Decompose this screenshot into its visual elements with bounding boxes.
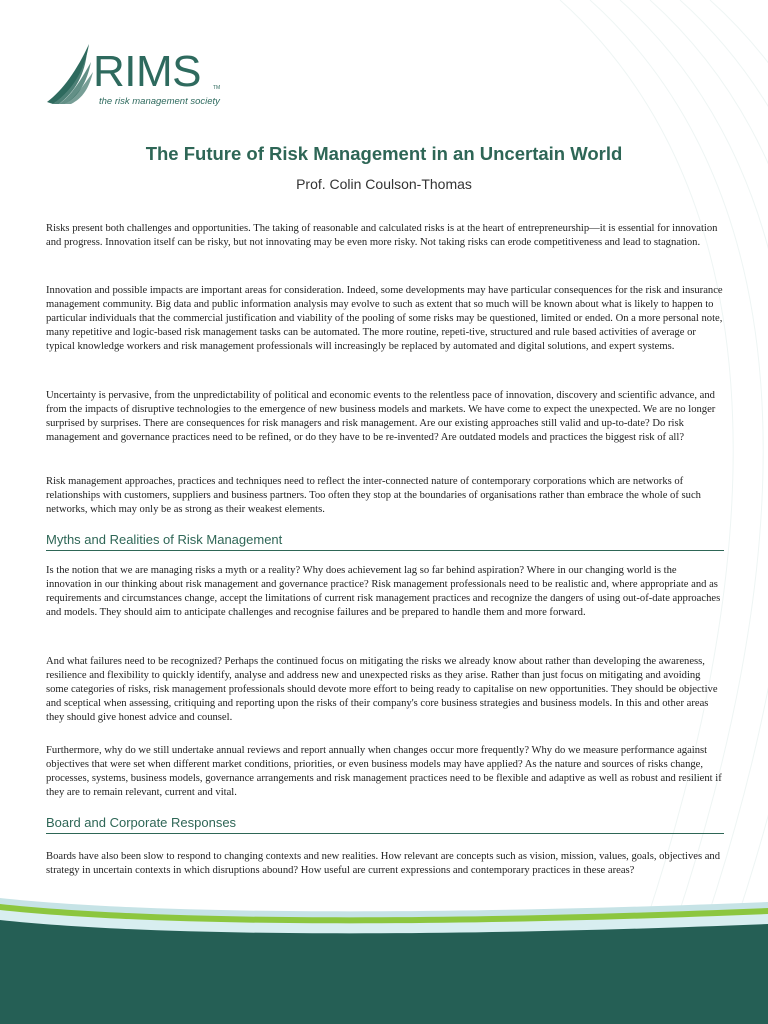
logo-tagline: the risk management society [99, 96, 220, 107]
section-heading-board: Board and Corporate Responses [46, 815, 724, 834]
page-title: The Future of Risk Management in an Uncertain World [145, 143, 623, 164]
board-paragraph-1: Boards have also been slow to respond to changing contexts and new realities. How relevant are concepts such as vision, mission, values, goals, objectives and strategy in uncertain contexts in which disruptions abound? How useful are current expressions and contemporary practices in these areas? [46, 851, 721, 877]
logo-trademark: TM [213, 85, 221, 91]
intro-paragraph-3: Uncertainty is pervasive, from the unpredictability of political and economic events to the relentless pace of innovation, discovery and scientific advance, and from the impacts of disruptive technologies to the emergence of new business models and markets. We have come to expect the unexpected. We are no longer surprised by surprises. There are consequences for risk managers and risk management. Are our existing approaches still valid and up-to-date? Do risk management and governance practices need to be refined, or do they have to be re-invented? Are outdated models and practices the biggest risk of all? [46, 390, 716, 444]
myths-paragraph-2: And what failures need to be recognized? Perhaps the continued focus on mitigating the risks we already know about rather than developing the awareness, resilience and flexibility to quickly identify, analyse and address new and unexpected risks as they arise. Rather than just focus on mitigating and avoiding some categories of risks, risk management professionals should devote more effort to being ready to capitalise on new opportunities. They should be objective and sceptical when assessing, critiquing and reporting upon the risks of their company's core business strategies and business models. In this and other areas they should give honest advice and counsel. [46, 656, 718, 724]
intro-paragraph-4: Risk management approaches, practices and techniques need to reflect the inter-connected nature of contemporary corporations which are networks of relationships with customers, suppliers and business partners. Too often they stop at the boundaries of organisations rather than embrace the whole of such networks, which may only be as strong as their weakest elements. [46, 476, 701, 516]
section-heading-myths: Myths and Realities of Risk Management [46, 532, 724, 551]
author-name: Prof. Colin Coulson-Thomas [296, 176, 472, 192]
intro-paragraph-1: Risks present both challenges and opportunities. The taking of reasonable and calculated risks is at the heart of entrepreneurship—it is essential for innovation and progress. Innovation itself can be risky, but not innovating may be even more risky. Not taking risks can erode competitiveness and lead to stagnation. [46, 223, 718, 249]
logo-wordmark: RIMS [93, 47, 201, 96]
intro-paragraph-2: Innovation and possible impacts are important areas for consideration. Indeed, some developments may have particular consequences for the risk and insurance management community. Big data and public information analysis may evolve to such as extent that so much will be known about what is likely to happen to particular individuals that the commercial justification and viability of the pooling of some risks may be questioned, limited or ended. On a more personal note, many repetitive and logic-based risk management tasks can be automated. The more routine, repeti-tive, structured and rule based activities of average or typical knowledge workers and risk management professionals will increasingly be replaced by automated and digital solutions, and expert systems. [46, 285, 723, 353]
myths-paragraph-1: Is the notion that we are managing risks a myth or a reality? Why does achievement lag so far behind aspiration? Where in our changing world is the innovation in our thinking about risk management and governance practice? Risk management professionals need to be realistic and, where appropriate and as requirements and circumstances change, accept the limitations of current risk management practices and recognize the dangers of using out-of-date approaches and models. They should aim to anticipate challenges and recognise failures and be prepared to handle them and more forward. [46, 565, 721, 619]
myths-paragraph-3: Furthermore, why do we still undertake annual reviews and report annually when changes occur more frequently? Why do we measure performance against objectives that were set when different market conditions, priorities, or even business models may have applied? As the nature and sources of risks change, processes, systems, business models, governance arrangements and risk management practices need to be flexible and adaptive as well as robust and resilient if they are to remain relevant, current and vital. [46, 745, 722, 799]
footer-wave-decoration [0, 880, 768, 1024]
